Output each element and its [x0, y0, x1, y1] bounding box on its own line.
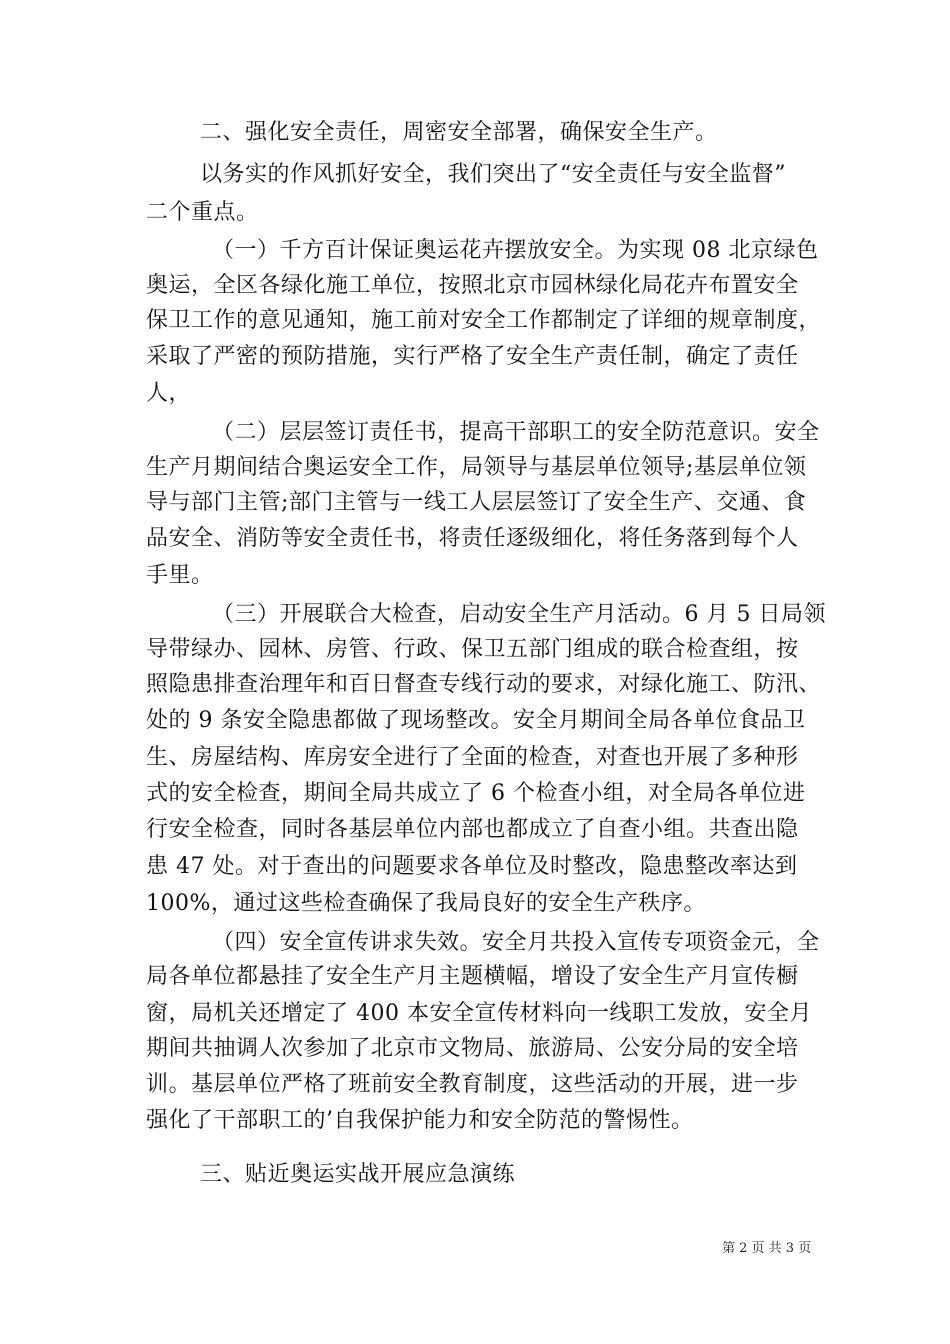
text-line-19: 式的安全检查，期间全局共成立了 6 个检查小组，对全局各单位进: [146, 781, 806, 806]
text-line-1: 二、强化安全责任，周密安全部署，确保安全生产。: [200, 120, 718, 145]
text-line-9: （二）层层签订责任书，提高干部职工的安全防范意识。安全: [212, 420, 820, 445]
text-line-24: 局各单位都悬挂了安全生产月主题横幅，增设了安全生产月宣传橱: [146, 964, 799, 989]
text-line-21: 患 47 处。对于查出的问题要求各单位及时整改，隐患整改率达到: [146, 854, 798, 879]
text-line-15: 导带绿办、园林、房管、行政、保卫五部门组成的联合检查组，按: [146, 637, 799, 662]
text-line-17: 处的 9 条安全隐患都做了现场整改。安全月期间全局各单位食品卫: [146, 708, 806, 733]
text-line-7: 采取了严密的预防措施，实行严格了安全生产责任制，确定了责任: [146, 344, 799, 369]
text-line-16: 照隐患排查治理年和百日督查专线行动的要求，对绿化施工、防汛、: [146, 672, 822, 697]
page-number: 第 2 页 共 3 页: [722, 1241, 812, 1256]
text-line-26: 期间共抽调人次参加了北京市文物局、旅游局、公安分局的安全培: [146, 1036, 799, 1061]
text-line-25: 窗，局机关还增定了 400 本安全宣传材料向一线职工发放，安全月: [146, 1001, 812, 1026]
text-line-8: 人，: [146, 381, 192, 406]
text-line-13: 手里。: [146, 563, 214, 588]
text-line-10: 生产月期间结合奥运安全工作，局领导与基层单位领导;基层单位领: [146, 455, 807, 480]
text-line-2: 以务实的作风抓好安全，我们突出了“安全责任与安全监督”: [200, 162, 786, 187]
text-line-14: （三）开展联合大检查，启动安全生产月活动。6 月 5 日局领: [212, 602, 826, 627]
text-line-18: 生、房屋结构、库房安全进行了全面的检查，对查也开展了多种形: [146, 745, 799, 770]
text-line-29: 三、贴近奥运实战开展应急演练: [200, 1162, 516, 1187]
text-line-20: 行安全检查，同时各基层单位内部也都成立了自查小组。共查出隐: [146, 817, 799, 842]
text-line-23: （四）安全宣传讲求失效。安全月共投入宣传专项资金元，全: [212, 930, 820, 955]
text-line-27: 训。基层单位严格了班前安全教育制度，这些活动的开展，进一步: [146, 1072, 799, 1097]
text-line-6: 保卫工作的意见通知，施工前对安全工作都制定了详细的规章制度，: [146, 308, 822, 333]
text-line-11: 导与部门主管;部门主管与一线工人层层签订了安全生产、交通、食: [146, 490, 807, 515]
text-line-5: 奥运，全区各绿化施工单位，按照北京市园林绿化局花卉布置安全: [146, 273, 799, 298]
text-line-12: 品安全、消防等安全责任书，将责任逐级细化，将任务落到每个人: [146, 526, 799, 551]
text-line-4: （一）千方百计保证奥运花卉摆放安全。为实现 08 北京绿色: [212, 238, 819, 263]
text-line-3: 二个重点。: [146, 200, 259, 225]
text-line-28: 强化了干部职工的’自我保护能力和安全防范的警惕性。: [146, 1108, 694, 1133]
text-line-22: 100%，通过这些检查确保了我局良好的安全生产秩序。: [146, 891, 706, 916]
